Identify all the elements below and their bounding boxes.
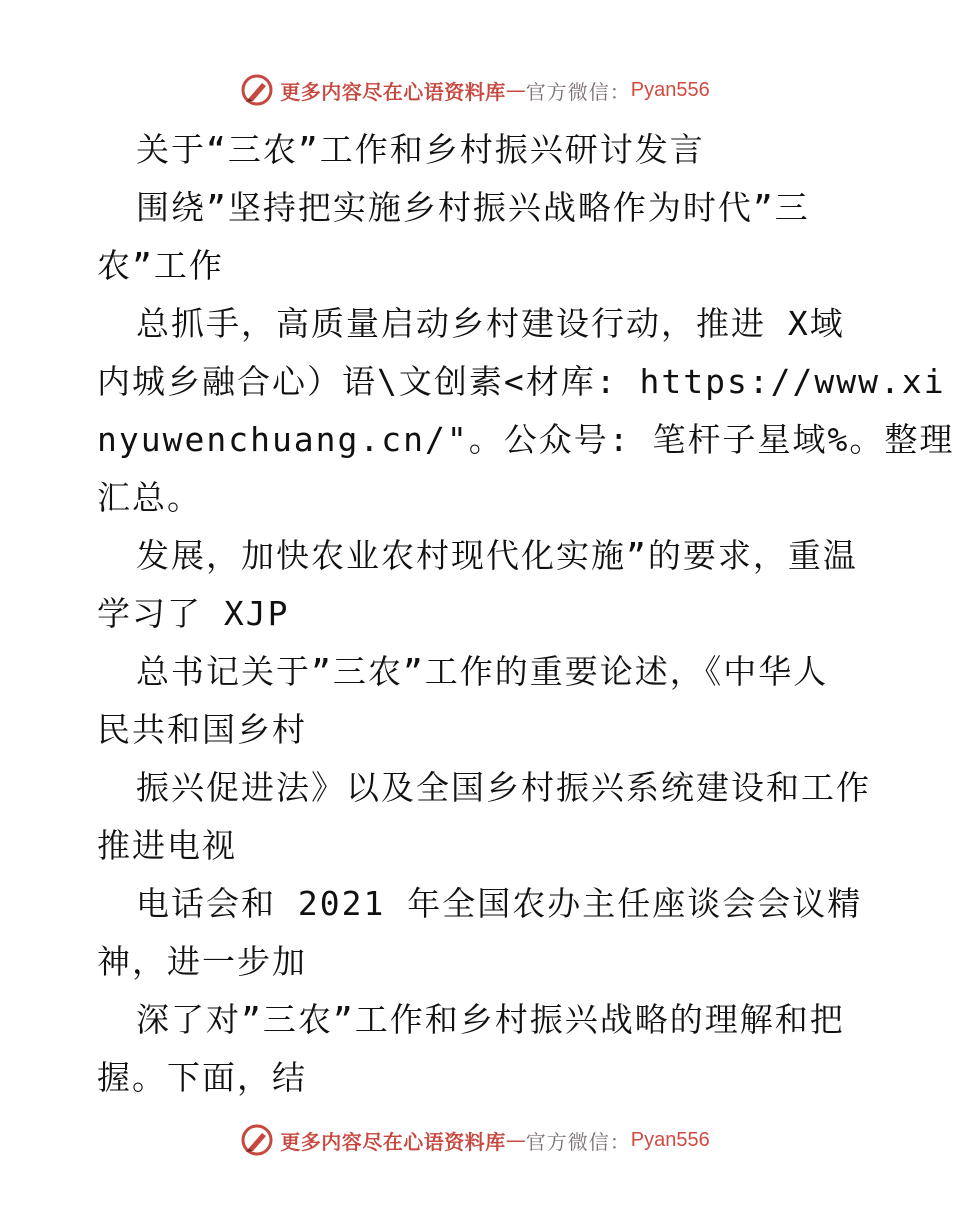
banner-official-text: 官方微信： [525,1129,631,1154]
text-line: 总书记关于”三农”工作的重要论述，《中华人 [136,652,829,691]
text-line: nyuwenchuang.cn/"。公众号: 笔杆子星域%。整理 [97,420,954,459]
document-body [97,121,954,1107]
banner-official-text: 官方微信： [525,79,631,104]
banner-main-text: 更多内容尽在心语资料库 [280,79,506,104]
text-line: 神，进一步加 [97,942,307,981]
banner-wechat-id: Pyan556 [630,78,710,101]
text-line: 农”工作 [97,246,224,285]
text-line: 握。下面，结 [97,1058,307,1097]
text-line: 深了对”三农”工作和乡村振兴战略的理解和把 [136,1000,845,1039]
text-line: 围绕”坚持把实施乡村振兴战略作为时代”三 [136,188,810,227]
text-line: 关于“三农”工作和乡村振兴研讨发言 [136,130,705,169]
text-line: 振兴促进法》以及全国乡村振兴系统建设和工作 [136,768,871,807]
pen-logo-icon [240,1123,274,1157]
text-line: 电话会和 2021 年全国农办主任座谈会会议精 [136,884,863,923]
text-line: 总抓手，高质量启动乡村建设行动，推进 X域 [136,304,845,343]
text-line: 学习了 XJP [97,594,290,633]
text-line: 汇总。 [97,478,202,517]
pen-logo-icon [240,73,274,107]
banner-dash: — [505,1128,526,1152]
footer-banner [0,1120,950,1160]
banner-wechat-id: Pyan556 [630,1128,710,1151]
text-line: 内城乡融合心）语\文创素<材库: https://www.xi [97,362,946,401]
text-line: 民共和国乡村 [97,710,307,749]
text-line: 发展，加快农业农村现代化实施”的要求，重温 [136,536,858,575]
banner-main-text: 更多内容尽在心语资料库 [280,1129,506,1154]
text-line: 推进电视 [97,826,237,865]
banner-dash: — [505,78,526,102]
header-banner [0,70,950,110]
